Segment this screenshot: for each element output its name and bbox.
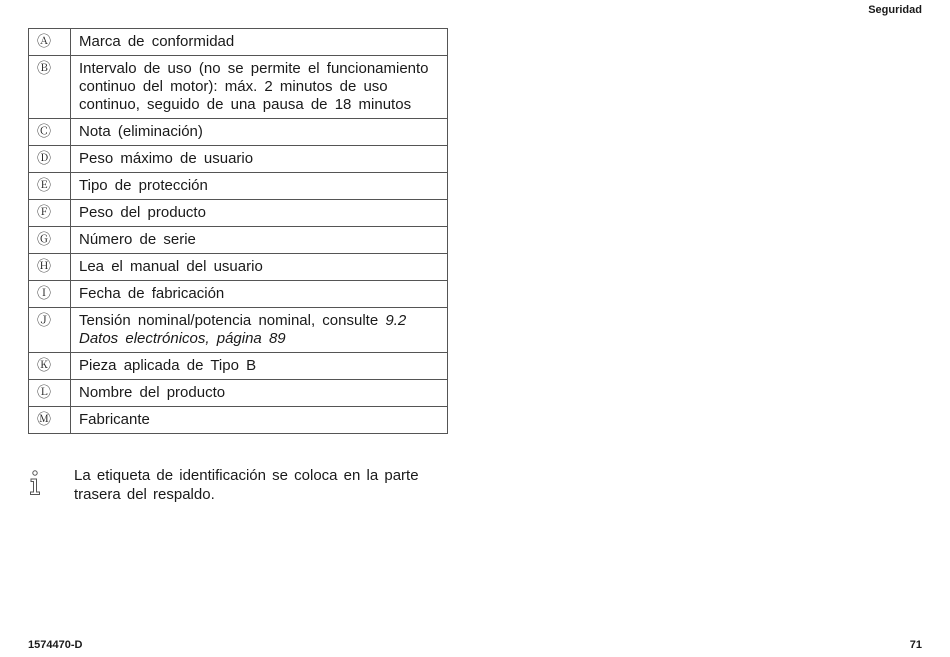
table-row — [29, 146, 448, 173]
label-legend-table — [28, 28, 448, 434]
table-row — [29, 56, 448, 119]
table-row — [29, 281, 448, 308]
legend-symbol: Ⓘ — [29, 281, 71, 308]
table-row — [29, 353, 448, 380]
legend-symbol: Ⓜ — [29, 407, 71, 434]
table-row — [29, 308, 448, 353]
note-text: La etiqueta de identificación se coloca en la parte trasera del respaldo. — [74, 467, 419, 503]
legend-description: Intervalo de uso (no se permite el funcionamiento continuo del motor): máx. 2 minutos de uso continuo, seguido de una pausa de 18 minutos — [71, 56, 448, 119]
info-note — [28, 466, 428, 504]
table-row — [29, 200, 448, 227]
legend-description: Marca de conformidad — [71, 29, 448, 56]
table-row — [29, 227, 448, 254]
table-row — [29, 119, 448, 146]
legend-symbol: Ⓓ — [29, 146, 71, 173]
legend-description: Nombre del producto — [71, 380, 448, 407]
legend-description: Tipo de protección — [71, 173, 448, 200]
legend-symbol: Ⓛ — [29, 380, 71, 407]
legend-description: Peso máximo de usuario — [71, 146, 448, 173]
table-row — [29, 254, 448, 281]
legend-symbol: Ⓑ — [29, 56, 71, 119]
legend-description: Pieza aplicada de Tipo B — [71, 353, 448, 380]
legend-symbol: Ⓖ — [29, 227, 71, 254]
legend-symbol: Ⓕ — [29, 200, 71, 227]
cross-reference-link[interactable]: 9.2 Datos electrónicos, página 89 — [79, 312, 407, 347]
legend-symbol: Ⓙ — [29, 308, 71, 353]
legend-description: Lea el manual del usuario — [71, 254, 448, 281]
table-row — [29, 29, 448, 56]
legend-symbol: Ⓒ — [29, 119, 71, 146]
document-number: 1574470-D — [28, 639, 83, 651]
page-number: 71 — [909, 639, 922, 651]
table-row — [29, 407, 448, 434]
legend-description: Peso del producto — [71, 200, 448, 227]
section-header: Seguridad — [868, 4, 922, 16]
legend-description: Nota (eliminación) — [71, 119, 448, 146]
table-row — [29, 380, 448, 407]
legend-description — [71, 308, 448, 353]
legend-symbol: Ⓚ — [29, 353, 71, 380]
legend-symbol: Ⓐ — [29, 29, 71, 56]
info-icon — [28, 466, 74, 504]
legend-description: Fabricante — [71, 407, 448, 434]
legend-symbol: Ⓗ — [29, 254, 71, 281]
table-row — [29, 173, 448, 200]
legend-symbol: Ⓔ — [29, 173, 71, 200]
legend-description: Fecha de fabricación — [71, 281, 448, 308]
legend-description-text: Tensión nominal/potencia nominal, consulte — [79, 312, 386, 329]
legend-description: Número de serie — [71, 227, 448, 254]
